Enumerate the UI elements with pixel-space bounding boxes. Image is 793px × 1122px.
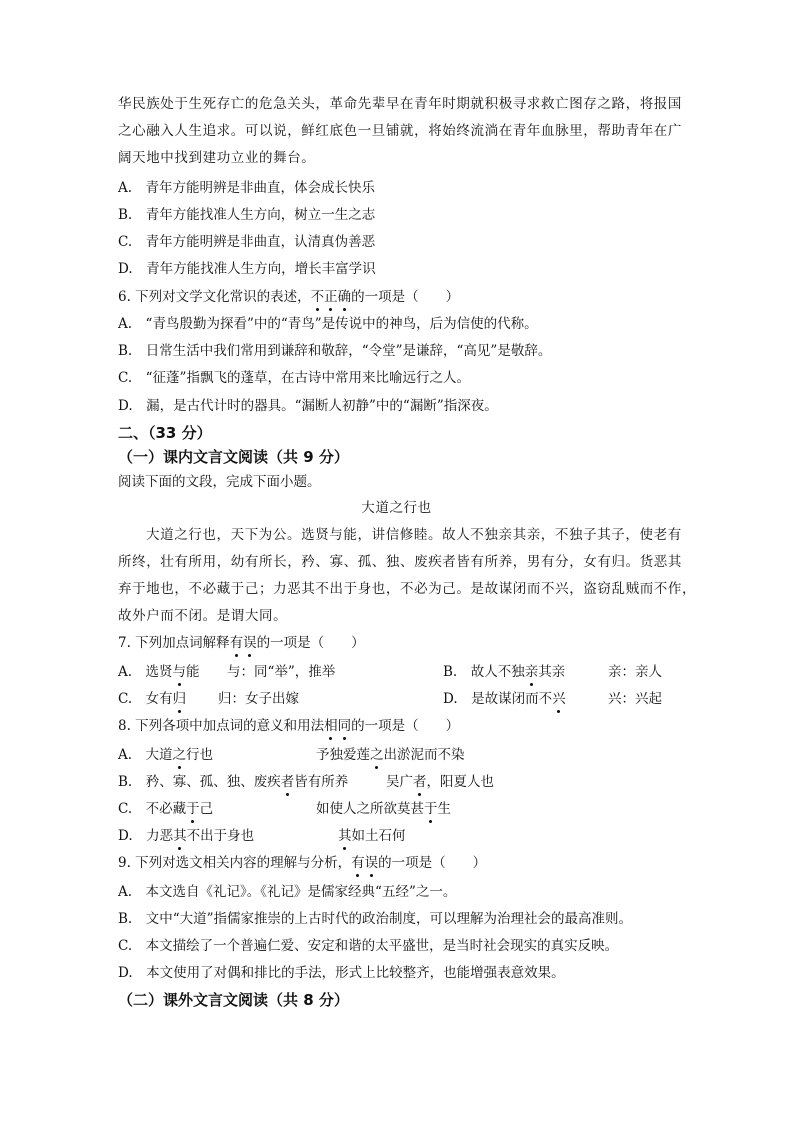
emphasis-char: 其: [338, 828, 352, 844]
q6-stem-text: 6. 下列对文学文化常识的表述，: [118, 289, 311, 305]
emphasis-char: 误: [243, 635, 257, 651]
q7-option-a-explanation: 与：同“举”，推举: [227, 664, 336, 680]
passage-line: 大道之行也，天下为公。选贤与能，讲信修睦。故人不独亲其亲，不独子其子，使老有: [146, 527, 682, 543]
q9-stem: [118, 853, 486, 873]
q9-stem-text: 9. 下列对选文相关内容的理解与分析，: [118, 855, 352, 871]
option-text: 行也: [186, 747, 214, 763]
q8-stem-text: 8. 下列各项中加点词的意义和用法: [118, 718, 325, 734]
option-text: 如土石何: [351, 828, 406, 844]
q8-option-b: [118, 772, 348, 792]
q7-option-c: [118, 689, 186, 709]
q5-option-c: C. 青年方能明辨是非曲直，认清真伪善恶: [118, 234, 376, 250]
q6-option-b: B. 日常生活中我们常用到谦辞和敬辞，“令堂”是谦辞，“高见”是敬辞。: [118, 343, 552, 359]
emphasis-char: 亲: [524, 664, 539, 680]
option-text: 出淤泥而不染: [383, 747, 465, 763]
passage-line: 之心融入人生追求。可以说，鲜红底色一旦铺就，将始终流淌在青年血脉里，帮助青年在广: [118, 123, 682, 139]
q5-option-b: B. 青年方能找准人生方向，树立一生之志: [118, 207, 376, 223]
q7-stem-text: 7. 下列加点词解释: [118, 635, 230, 651]
option-text: 吴广: [386, 774, 413, 790]
q7-option-b: [443, 662, 565, 682]
option-text: 不出于身也: [186, 828, 255, 844]
q9-option-b: B. 文中“大道”指儒家推崇的上古时代的政治制度，可以理解为治理社会的最高准则。: [118, 911, 633, 927]
option-text: 如使人之所欲莫甚: [316, 801, 424, 817]
q5-option-a: A. 青年方能明辨是非曲直，体会成长快乐: [118, 180, 376, 196]
emphasis-char: 有: [351, 855, 365, 871]
q8-option-d: [118, 826, 254, 846]
option-text: C. 女有: [118, 691, 173, 707]
passage-title: 大道之行也: [361, 500, 432, 516]
q6-option-c: C. “征蓬”指飘飞的蓬草，在古诗中常用来比喻远行之人。: [118, 370, 470, 386]
emphasis-char: 相: [324, 718, 338, 734]
q7-option-b-explanation: 亲：亲人: [608, 664, 662, 680]
passage-line: 弃于地也，不必藏于己；力恶其不出于身也，不必为己。是故谋闭而不兴，盗窃乱贼而不作，: [118, 581, 697, 597]
q6-option-a: A. “青鸟殷勤为探看”中的“青鸟”是传说中的神鸟，后为信使的代称。: [118, 316, 538, 332]
q8-option-c: [118, 799, 213, 819]
emphasis-char: 同: [337, 718, 352, 734]
option-text: D. 力恶: [118, 828, 174, 844]
option-text: 皆有所养: [294, 774, 349, 790]
option-text: B. 矜、寡、孤、独、废疾: [118, 774, 281, 790]
q7-stem-text: 的一项是（ ）: [256, 635, 365, 651]
emphasis-char: 不: [310, 289, 325, 305]
emphasis-char: 之: [172, 747, 187, 763]
passage-line: 所终，壮有所用，幼有所长，矜、寡、孤、独、废疾者皆有所养，男有分，女有归。货恶其: [118, 554, 682, 570]
option-text: 予独爱莲: [316, 747, 370, 763]
q8-option-b-pair: [386, 772, 494, 792]
q8-option-a-pair: [316, 745, 465, 765]
emphasis-char: 兴: [552, 691, 566, 707]
q7-option-d-explanation: 兴：兴起: [608, 691, 662, 707]
emphasis-char: 确: [337, 289, 352, 305]
q9-stem-text: 的一项是（ ）: [378, 855, 487, 871]
q8-option-d-pair: [338, 826, 406, 846]
passage-line: 故外户而不闭。是谓大同。: [118, 608, 288, 624]
q7-option-a: [118, 662, 200, 682]
emphasis-char: 有: [229, 635, 244, 651]
subsection-heading: （一）课内文言文阅读（共 9 分）: [118, 448, 349, 466]
passage-line: 阔天地中找到建功立业的舞台。: [118, 150, 316, 166]
q6-stem: [118, 287, 459, 307]
passage-line: 华民族处于生死存亡的危急关头，革命先辈早在青年时期就积极寻求救亡图存之路，将报国: [118, 96, 682, 112]
q7-option-c-explanation: 归：女子出嫁: [218, 691, 299, 707]
q7-option-d: [443, 689, 566, 709]
q9-option-d: D. 本文使用了对偶和排比的手法，形式上比较整齐，也能增强表意效果。: [118, 965, 565, 981]
option-text: D. 是故谋闭而不: [443, 691, 553, 707]
option-text: A. 选贤: [118, 664, 173, 680]
q8-stem: [118, 716, 459, 736]
section-heading: 二、（33 分）: [118, 424, 212, 442]
option-text: 生: [437, 801, 451, 817]
option-text: A. 大道: [118, 747, 173, 763]
emphasis-char: 归: [172, 691, 187, 707]
option-text: C. 不必藏: [118, 801, 187, 817]
emphasis-char: 于: [186, 801, 200, 817]
option-text: ，阳夏人也: [426, 774, 494, 790]
q8-option-c-pair: [316, 799, 451, 819]
subsection-heading: （二）课外文言文阅读（共 8 分）: [118, 991, 349, 1009]
q9-option-a: A. 本文选自《礼记》。《礼记》是儒家经典“五经”之一。: [118, 884, 457, 900]
q9-option-c: C. 本文描绘了一个普遍仁爱、安定和谐的太平盛世，是当时社会现实的真实反映。: [118, 938, 619, 954]
emphasis-char: 正: [324, 289, 338, 305]
option-text: 己: [199, 801, 214, 817]
q8-stem-text: 的一项是（ ）: [351, 718, 460, 734]
emphasis-char: 者: [280, 774, 295, 790]
emphasis-char: 误: [364, 855, 379, 871]
emphasis-char: 其: [173, 828, 187, 844]
q6-stem-text: 的一项是（ ）: [351, 289, 460, 305]
q5-option-d: D. 青年方能找准人生方向，增长丰富学识: [118, 261, 376, 277]
emphasis-char: 者: [413, 774, 427, 790]
q8-option-a: [118, 745, 213, 765]
emphasis-char: 于: [424, 801, 438, 817]
option-text: B. 故人不独: [443, 664, 525, 680]
q6-option-d: D. 漏，是古代计时的器具。“漏断人初静”中的“漏断”指深夜。: [118, 398, 498, 414]
option-text: 能: [186, 664, 200, 680]
q7-stem: [118, 633, 365, 653]
emphasis-char: 与: [172, 664, 187, 680]
instruction: 阅读下面的文段，完成下面小题。: [118, 474, 321, 490]
option-text: 其亲: [538, 664, 566, 680]
emphasis-char: 之: [370, 747, 384, 763]
